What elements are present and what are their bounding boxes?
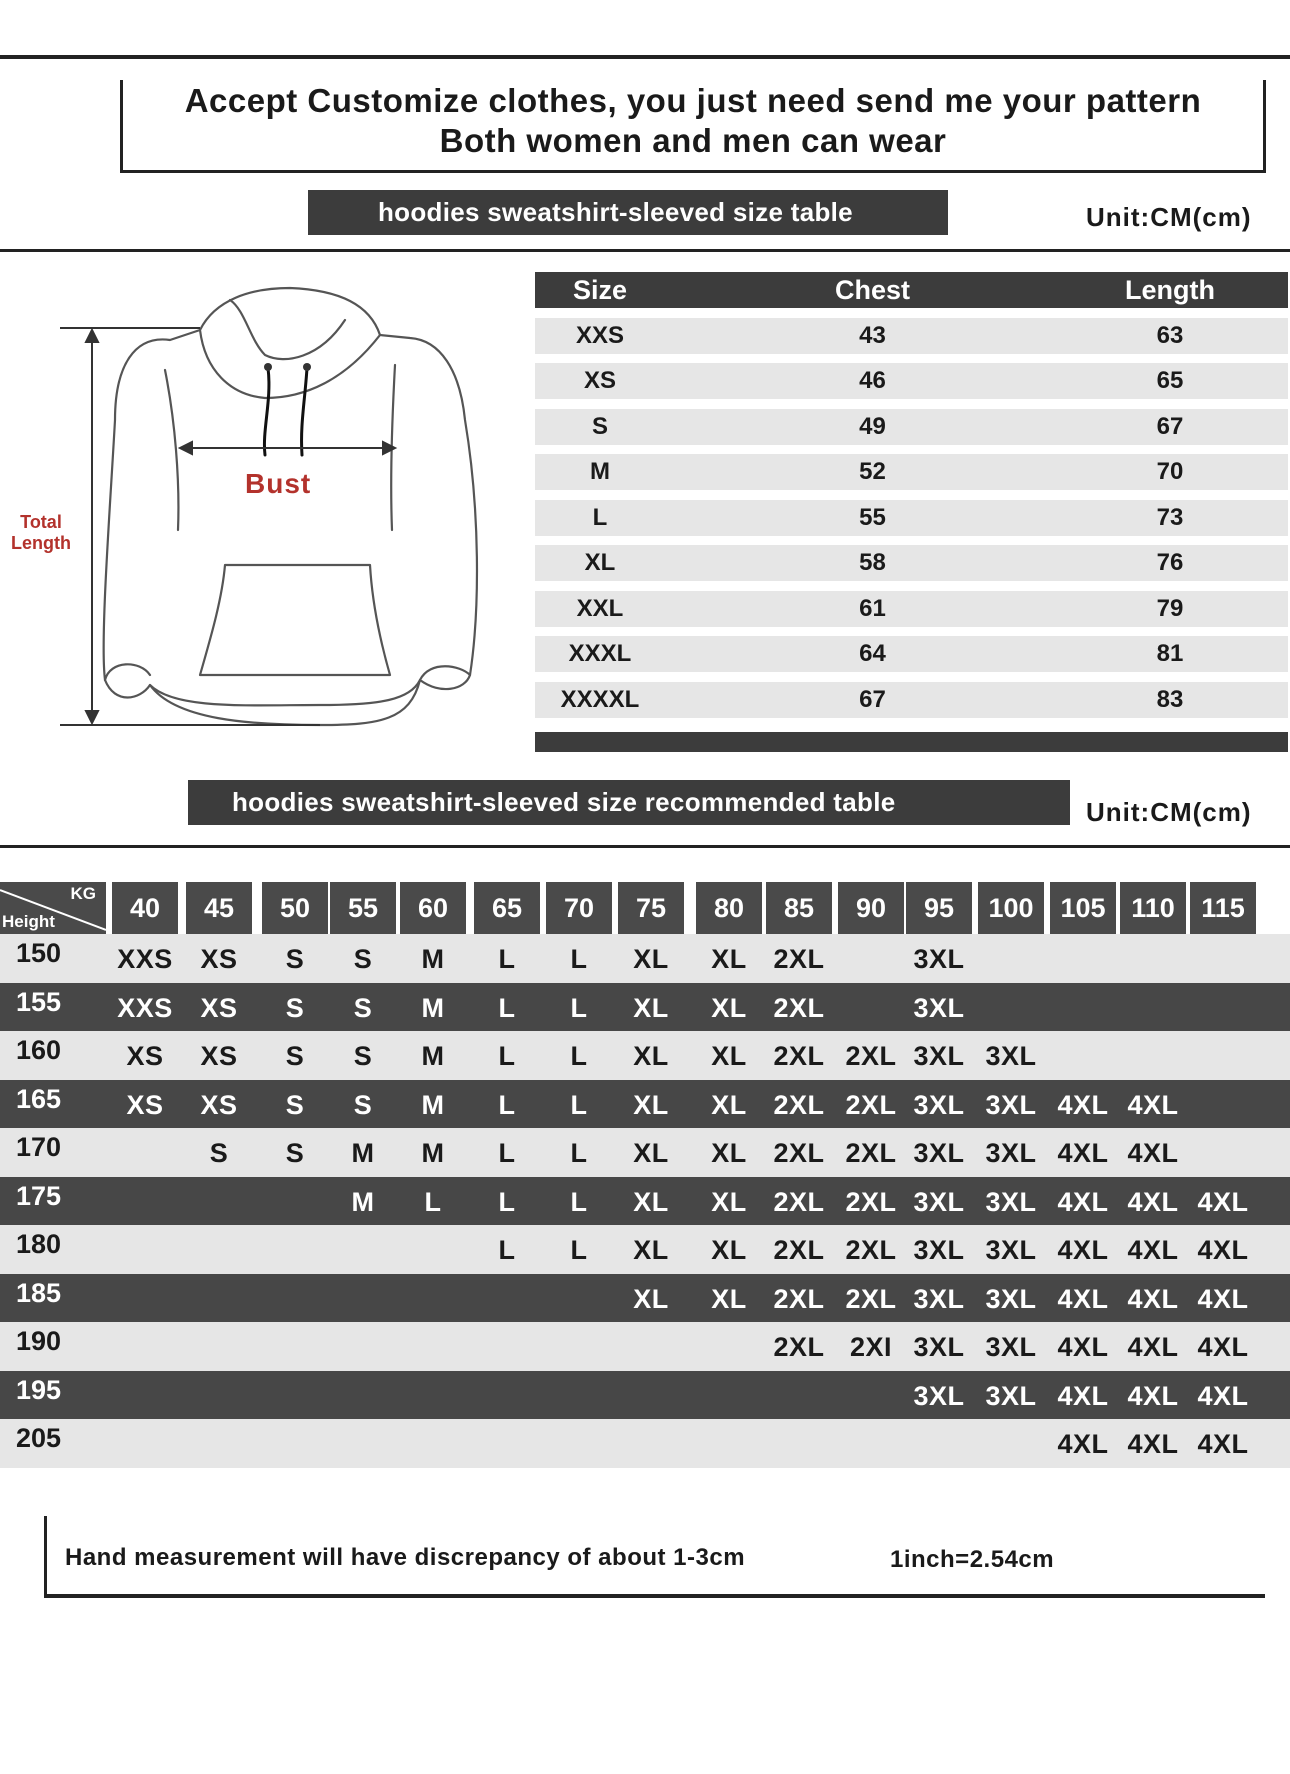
size-recommendation-cell: XXS <box>117 992 173 1023</box>
size-cell: XXXXL <box>560 685 640 713</box>
size-recommendation-cell: S <box>353 1041 373 1071</box>
chest-cell: 64 <box>859 640 886 667</box>
size-recommendation-cell: L <box>424 1186 442 1217</box>
size-recommendation-cell: 3XL <box>985 1186 1037 1217</box>
weight-header-cell: 115 <box>1190 882 1256 934</box>
footer-note-box <box>44 1516 1265 1598</box>
size-table-unit: Unit:CM(cm) <box>1086 202 1252 232</box>
size-recommendation-cell: S <box>353 992 373 1023</box>
size-recommendation-cell: 2XL <box>773 1089 825 1120</box>
size-table-row <box>535 409 1288 445</box>
size-recommendation-cell: 3XL <box>913 1332 965 1362</box>
recommended-table-row <box>0 1371 1290 1420</box>
size-table-footer-bar <box>535 732 1288 752</box>
size-table <box>535 272 1288 752</box>
weight-header-cell: 45 <box>186 882 252 934</box>
size-recommendation-cell: 4XL <box>1197 1235 1249 1265</box>
size-table-header <box>535 272 1288 308</box>
size-recommendation-cell: XL <box>633 1041 669 1071</box>
chest-cell: 58 <box>859 549 886 576</box>
size-recommendation-cell: 3XL <box>913 1380 965 1411</box>
size-recommendation-cell: XL <box>711 1283 747 1314</box>
length-cell: 73 <box>1156 503 1184 531</box>
height-cell: 155 <box>16 986 62 1017</box>
size-recommendation-cell: S <box>285 944 305 974</box>
size-recommendation-cell: 3XL <box>913 992 965 1023</box>
size-recommendation-cell: L <box>570 992 588 1023</box>
size-recommendation-cell: S <box>285 1089 305 1120</box>
size-recommendation-cell: 4XL <box>1197 1380 1249 1411</box>
size-recommendation-cell: M <box>421 1089 445 1120</box>
size-recommendation-cell: L <box>570 944 588 974</box>
size-recommendation-cell: XL <box>633 1186 669 1217</box>
height-cell: 185 <box>16 1277 62 1308</box>
size-table-row <box>535 682 1288 718</box>
size-recommendation-cell: 2XL <box>773 1041 825 1071</box>
size-recommendation-cell: 4XL <box>1197 1186 1249 1217</box>
corner-kg-label: KG <box>70 884 96 903</box>
weight-header-cell: 65 <box>474 882 540 934</box>
size-recommendation-cell: L <box>498 992 516 1023</box>
size-recommendation-cell: XL <box>633 944 669 974</box>
size-recommendation-cell: M <box>421 944 445 974</box>
hoodie-diagram <box>0 280 520 740</box>
size-table-row <box>535 591 1288 627</box>
chest-cell: 55 <box>859 503 886 531</box>
size-recommendation-cell: 4XL <box>1057 1089 1109 1120</box>
size-table-row <box>535 318 1288 354</box>
size-recommendation-cell: XL <box>633 992 669 1023</box>
size-recommendation-cell: XS <box>200 944 238 974</box>
size-table-title-text: hoodies sweatshirt-sleeved size table <box>378 197 853 227</box>
size-recommendation-cell: 2XL <box>773 992 825 1023</box>
size-recommendation-cell: S <box>353 944 373 974</box>
weight-header-cell: 100 <box>978 882 1044 934</box>
column-header-length: Length <box>1125 274 1215 305</box>
size-recommendation-cell: 2XL <box>845 1041 897 1071</box>
size-recommendation-cell: XL <box>633 1089 669 1120</box>
bust-label: Bust <box>245 468 312 499</box>
size-recommendation-cell: XL <box>711 1235 747 1265</box>
size-recommendation-cell: L <box>498 1186 516 1217</box>
size-recommendation-cell: L <box>570 1041 588 1071</box>
header-box <box>120 80 1266 173</box>
chest-cell: 61 <box>859 594 886 622</box>
weight-header-cell: 80 <box>696 882 762 934</box>
size-cell: S <box>591 412 608 440</box>
size-recommendation-cell: XL <box>711 1186 747 1217</box>
chest-cell: 46 <box>859 367 886 394</box>
weight-header-cell: 90 <box>838 882 904 934</box>
size-recommendation-cell: 3XL <box>985 1332 1037 1362</box>
chest-cell: 52 <box>859 458 886 485</box>
height-cell: 160 <box>16 1035 62 1065</box>
size-recommendation-cell: 4XL <box>1197 1332 1249 1362</box>
recommended-table-row <box>0 1274 1290 1323</box>
size-recommendation-cell: 4XL <box>1057 1186 1109 1217</box>
size-recommendation-cell: 2XL <box>773 1186 825 1217</box>
size-recommendation-cell: M <box>351 1186 375 1217</box>
size-recommendation-cell: XS <box>126 1089 164 1120</box>
size-recommendation-cell: M <box>421 1041 445 1071</box>
recommended-table-row <box>0 1128 1290 1177</box>
recommended-table-title <box>188 780 1070 825</box>
recommended-table <box>0 882 1290 1468</box>
size-recommendation-cell: XL <box>711 944 747 974</box>
size-recommendation-cell: 2XL <box>845 1089 897 1120</box>
size-recommendation-cell: S <box>285 992 305 1023</box>
height-cell: 175 <box>16 1180 62 1211</box>
recommended-table-row <box>0 934 1290 983</box>
size-table-row <box>535 363 1288 399</box>
size-recommendation-cell: 4XL <box>1127 1429 1179 1459</box>
length-cell: 81 <box>1156 640 1184 667</box>
size-recommendation-cell: 3XL <box>913 944 965 974</box>
size-table-title <box>308 190 948 235</box>
weight-header-cell: 110 <box>1120 882 1186 934</box>
size-recommendation-cell: L <box>498 1041 516 1071</box>
size-recommendation-cell: L <box>498 944 516 974</box>
size-recommendation-cell: 2XI <box>849 1332 893 1362</box>
height-cell: 190 <box>16 1326 62 1356</box>
size-cell: XXL <box>576 594 624 622</box>
size-recommendation-cell: L <box>570 1089 588 1120</box>
size-cell: XS <box>583 367 616 394</box>
size-recommendation-cell: 3XL <box>985 1138 1037 1168</box>
size-recommendation-cell: 4XL <box>1057 1283 1109 1314</box>
weight-header-cell: 50 <box>262 882 328 934</box>
size-recommendation-cell: 4XL <box>1057 1235 1109 1265</box>
size-recommendation-cell: 4XL <box>1057 1332 1109 1362</box>
inch-conversion: 1inch=2.54cm <box>890 1546 1055 1573</box>
total-label-2: Length <box>11 533 71 553</box>
size-recommendation-cell: M <box>351 1138 375 1168</box>
height-cell: 180 <box>16 1229 62 1259</box>
size-recommendation-cell: 2XL <box>845 1235 897 1265</box>
height-cell: 170 <box>16 1132 62 1162</box>
size-recommendation-cell: 3XL <box>985 1380 1037 1411</box>
size-recommendation-cell: XS <box>126 1041 164 1071</box>
weight-header-cell: 70 <box>546 882 612 934</box>
size-recommendation-cell: XL <box>711 992 747 1023</box>
size-recommendation-cell: 2XL <box>773 944 825 974</box>
weight-header-cell: 85 <box>766 882 832 934</box>
size-recommendation-cell: S <box>285 1041 305 1071</box>
size-recommendation-cell: 2XL <box>773 1235 825 1265</box>
size-recommendation-cell: XL <box>711 1138 747 1168</box>
length-cell: 63 <box>1156 321 1184 349</box>
weight-header-cell: 40 <box>112 882 178 934</box>
size-recommendation-cell: XL <box>633 1235 669 1265</box>
size-recommendation-cell: XS <box>200 1041 238 1071</box>
weight-header-cell: 95 <box>906 882 972 934</box>
height-cell: 205 <box>16 1423 62 1453</box>
size-recommendation-cell: 2XL <box>773 1138 825 1168</box>
size-recommendation-cell: S <box>209 1138 229 1168</box>
size-recommendation-cell: XL <box>711 1089 747 1120</box>
size-cell: XXS <box>575 321 625 349</box>
size-recommendation-cell: S <box>285 1138 305 1168</box>
size-recommendation-cell: 4XL <box>1127 1283 1179 1314</box>
length-cell: 76 <box>1156 549 1184 576</box>
size-recommendation-cell: L <box>498 1089 516 1120</box>
size-recommendation-cell: XS <box>200 1089 238 1120</box>
recommended-table-row <box>0 1225 1290 1274</box>
size-recommendation-cell: 4XL <box>1197 1429 1249 1459</box>
weight-header-cell: 75 <box>618 882 684 934</box>
size-recommendation-cell: L <box>498 1235 516 1265</box>
recommended-table-row <box>0 1322 1290 1371</box>
recommended-table-row <box>0 983 1290 1032</box>
recommended-table-header <box>0 882 1290 934</box>
length-cell: 67 <box>1156 412 1184 440</box>
length-cell: 70 <box>1156 458 1184 485</box>
header-line-1: Accept Customize clothes, you just need send me your pattern <box>184 82 1202 119</box>
size-recommendation-cell: 4XL <box>1057 1429 1109 1459</box>
size-recommendation-cell: 3XL <box>913 1089 965 1120</box>
chest-cell: 67 <box>859 685 886 713</box>
size-recommendation-cell: 3XL <box>985 1089 1037 1120</box>
size-recommendation-cell: 2XL <box>773 1332 825 1362</box>
total-length-label <box>6 512 76 554</box>
size-cell: L <box>592 503 608 531</box>
size-table-row <box>535 454 1288 490</box>
size-recommendation-cell: 3XL <box>913 1283 965 1314</box>
size-recommendation-cell: 4XL <box>1127 1332 1179 1362</box>
size-recommendation-cell: 4XL <box>1057 1380 1109 1411</box>
size-recommendation-cell: 4XL <box>1127 1138 1179 1168</box>
size-recommendation-cell: 3XL <box>985 1235 1037 1265</box>
size-cell: XL <box>584 549 616 576</box>
size-recommendation-cell: 4XL <box>1127 1089 1179 1120</box>
size-recommendation-cell: 4XL <box>1127 1186 1179 1217</box>
size-cell: XXXL <box>568 640 632 667</box>
size-recommendation-cell: L <box>498 1138 516 1168</box>
height-cell: 195 <box>16 1374 62 1405</box>
section-rule-2 <box>0 845 1290 848</box>
chest-cell: 43 <box>859 321 886 349</box>
height-cell: 165 <box>16 1083 62 1114</box>
size-recommendation-cell: 4XL <box>1127 1235 1179 1265</box>
header-line-2: Both women and men can wear <box>439 122 947 159</box>
size-recommendation-cell: 2XL <box>845 1283 897 1314</box>
size-recommendation-cell: 3XL <box>913 1235 965 1265</box>
size-recommendation-cell: 3XL <box>913 1138 965 1168</box>
total-label-1: Total <box>20 512 62 532</box>
length-cell: 79 <box>1156 594 1184 622</box>
weight-header-cell: 105 <box>1050 882 1116 934</box>
recommended-table-unit: Unit:CM(cm) <box>1086 797 1252 827</box>
size-recommendation-cell: 2XL <box>773 1283 825 1314</box>
size-recommendation-cell: 4XL <box>1127 1380 1179 1411</box>
column-header-chest: Chest <box>834 274 910 305</box>
length-cell: 65 <box>1156 367 1184 394</box>
size-recommendation-cell: XL <box>711 1041 747 1071</box>
size-recommendation-cell: L <box>570 1186 588 1217</box>
measurement-note: Hand measurement will have discrepancy of about 1-3cm <box>65 1544 746 1571</box>
size-recommendation-cell: XS <box>200 992 238 1023</box>
size-recommendation-cell: L <box>570 1235 588 1265</box>
size-table-row <box>535 545 1288 581</box>
size-cell: M <box>590 458 610 485</box>
recommended-table-row <box>0 1419 1290 1468</box>
chest-cell: 49 <box>859 412 886 440</box>
column-header-size: Size <box>572 274 628 305</box>
size-recommendation-cell: 3XL <box>985 1283 1037 1314</box>
size-recommendation-cell: XL <box>633 1138 669 1168</box>
size-recommendation-cell: M <box>421 992 445 1023</box>
size-recommendation-cell: 2XL <box>845 1186 897 1217</box>
size-recommendation-cell: 3XL <box>913 1186 965 1217</box>
section-rule-1 <box>0 249 1290 252</box>
height-cell: 150 <box>16 938 62 968</box>
size-recommendation-cell: XL <box>633 1283 669 1314</box>
weight-header-cell: 60 <box>400 882 466 934</box>
size-recommendation-cell: 2XL <box>845 1138 897 1168</box>
top-rule <box>0 55 1290 59</box>
corner-height-label: Height <box>2 912 55 931</box>
size-recommendation-cell: 3XL <box>985 1041 1037 1071</box>
size-recommendation-cell: S <box>353 1089 373 1120</box>
size-recommendation-cell: L <box>570 1138 588 1168</box>
weight-header-cell: 55 <box>330 882 396 934</box>
corner-cell <box>0 882 106 934</box>
size-recommendation-cell: 4XL <box>1057 1138 1109 1168</box>
size-recommendation-cell: 4XL <box>1197 1283 1249 1314</box>
recommended-table-row <box>0 1177 1290 1226</box>
size-table-row <box>535 500 1288 536</box>
size-table-row <box>535 636 1288 672</box>
size-recommendation-cell: 3XL <box>913 1041 965 1071</box>
length-cell: 83 <box>1156 685 1184 713</box>
size-recommendation-cell: M <box>421 1138 445 1168</box>
recommended-table-row <box>0 1080 1290 1129</box>
size-recommendation-cell: XXS <box>117 944 173 974</box>
recommended-table-title-text: hoodies sweatshirt-sleeved size recommended table <box>232 787 896 817</box>
recommended-table-row <box>0 1031 1290 1080</box>
